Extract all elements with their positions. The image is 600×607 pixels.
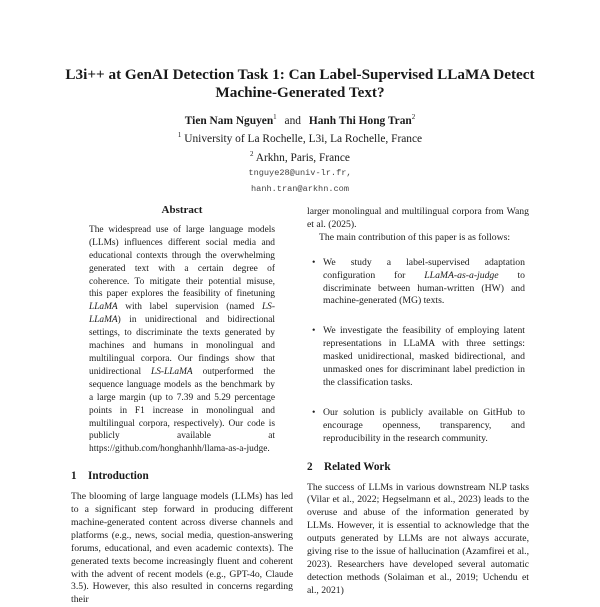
contribution-item: • We study a label-supervised adaptation configuration for LLaMA-as-a-judge to discriminate between human-written (HW) and machine-generated (MG) texts. (307, 257, 529, 309)
author-names (60, 110, 540, 128)
title-line-2: Machine-Generated Text? (215, 84, 385, 101)
author-conjunction: and (284, 114, 301, 127)
introduction-paragraph: The blooming of large language models (LLMs) has led to a significant step forward in producing different machine-generated content across diverse channels and platforms (e.g., news, social media, question-answering forums, educational, and even academic contexts). The generated texts become increasingly fluent and coherent with the advent of recent models (e.g., GPT-4o, Claude 3.5). However, this also resulted in concerns regarding their (71, 491, 293, 606)
email-2: hanh.tran@arkhn.com (251, 183, 349, 194)
author-2-name: Hanh Thi Hong Tran (308, 114, 412, 127)
affiliation-1: $^1$ University of La Rochelle, L3i, La Rochelle, France (177, 131, 423, 146)
contribution-list (307, 257, 529, 446)
left-column (71, 204, 293, 607)
contribution-item: • We investigate the feasibility of employing latent representations in LLaMA with three settings: masked unidirectional, masked bidirectional, and unmasked ones for discriminant label prediction in the classification tasks. (307, 325, 529, 390)
author-block (60, 110, 540, 197)
title-line-1: L3i++ at GenAI Detection Task 1: Can Label-Supervised LLaMA Detect (65, 66, 535, 83)
related-work-paragraph: The success of LLMs in various downstream NLP tasks (Vilar et al., 2022; Hegselmann et al., 2023) leads to the overuse and abuse of the information generated by LLMs. However, it is essential to acknowledge that the outputs generated by LLMs are not always accurate, giving rise to the issue of hallucination (Azamfirei et al., 2023). Researchers have developed several automatic detection methods (Solaiman et al., 2019; Uchendu et al., 2021) (307, 481, 529, 596)
abstract-heading: Abstract (161, 204, 203, 216)
paper-title (60, 66, 540, 102)
section-heading-introduction: 1 Introduction (71, 470, 149, 483)
author-1-name: Tien Nam Nguyen (184, 114, 274, 127)
section-heading-related-work: 2 Related Work (307, 460, 391, 473)
contribution-intro: The main contribution of this paper is as follows: (319, 231, 511, 243)
author-2-mark: 2 (411, 113, 416, 121)
affiliation-2: $^2$ Arkhn, Paris, France (250, 149, 350, 164)
right-column (307, 206, 529, 598)
continuation-paragraph: larger monolingual and multilingual corpora from Wang et al. (2025). (307, 206, 529, 230)
contribution-item: • Our solution is publicly available on GitHub to encourage openness, transparency, and reproducibility in the research community. (307, 407, 529, 446)
email-1: tnguye28@univ-lr.fr, (248, 167, 352, 178)
abstract-body: The widespread use of large language models (LLMs) influences different social media and educational contexts through the overwhelming generated text with a certain degree of coherence. To mitigate their potential misuse, this paper explores the feasibility of finetuning LLaMA with label supervision (named LS-LLaMA) in unidirectional and bidirectional settings, to discriminate the texts generated by machines and humans in monolingual and multilingual corpora. Our findings show that unidirectional LS-LLaMA outperformed the sequence language models as the benchmark by a large margin (up to 7.39 and 5.29 percentage points in F1 increase in monolingual and multilingual corpora, respectively). Our code is publicly available at https://github.com/honghanhh/llama-as-a-judge. (89, 224, 275, 455)
author-1-mark: 1 (273, 113, 277, 121)
